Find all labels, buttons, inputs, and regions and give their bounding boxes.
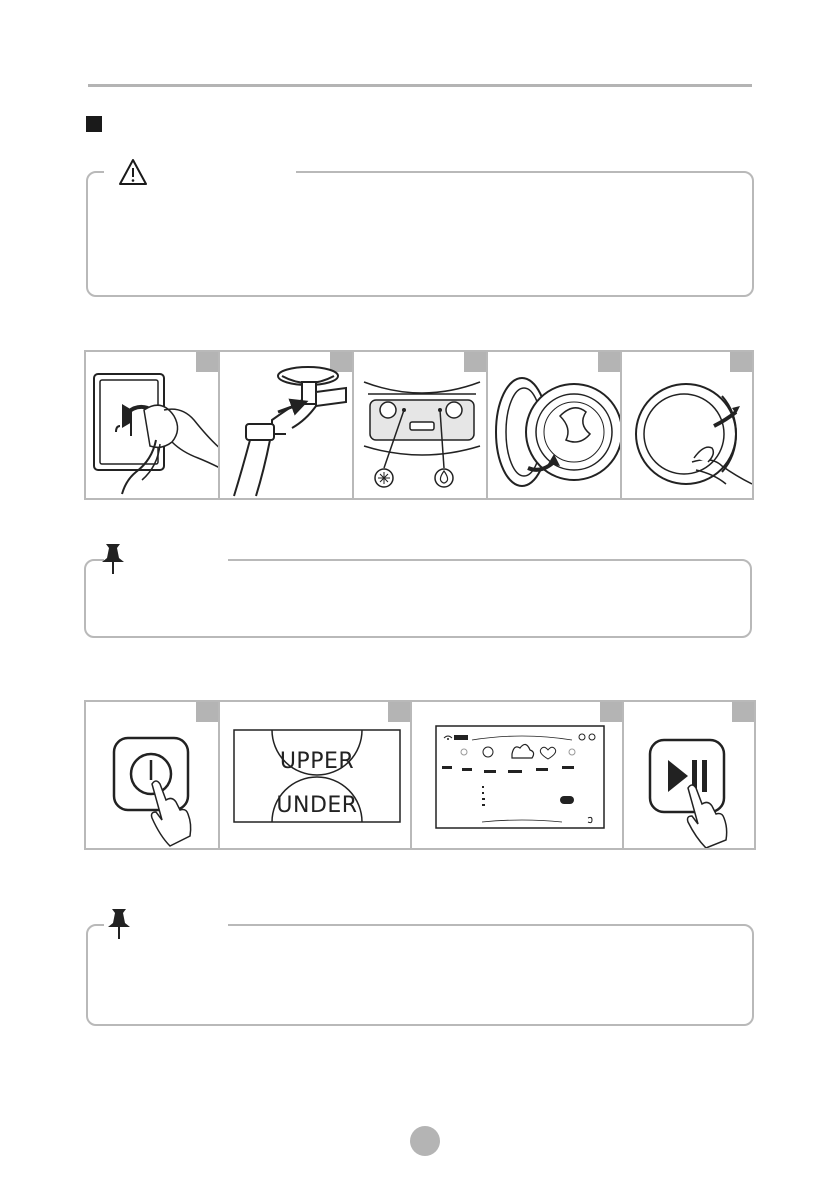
detergent-drawer-illustration [354,352,488,500]
note-box-2 [86,924,754,1026]
section-bullet [86,116,102,132]
close-door-illustration [622,352,754,500]
step-start-panel [622,700,756,850]
start-button-illustration [624,702,756,850]
step-load-laundry-panel [486,350,622,500]
water-tap-illustration [220,352,354,500]
warning-box [86,171,754,297]
step-detergent-drawer-panel [352,350,488,500]
pushpin-icon [104,905,134,941]
step-water-tap-panel [218,350,354,500]
step-display-panel [410,700,624,850]
plug-socket-illustration [86,352,220,500]
touch-display-illustration [412,702,624,850]
step-power-panel [84,700,220,850]
upper-label: UPPER [279,749,355,774]
power-button-illustration [86,702,220,850]
warning-triangle-icon [118,158,148,186]
water-drop-icon [435,469,453,487]
step-plug-in-panel [84,350,220,500]
note-box-1 [84,559,752,638]
load-laundry-illustration [488,352,622,500]
pushpin-icon [98,540,128,576]
step-close-door-panel [620,350,754,500]
under-label: UNDER [276,793,358,818]
cotton-icon [375,469,393,487]
page-number-badge [410,1126,440,1156]
step-upper-under-panel [218,700,412,850]
header-rule [88,84,752,87]
upper-under-illustration [220,702,412,850]
